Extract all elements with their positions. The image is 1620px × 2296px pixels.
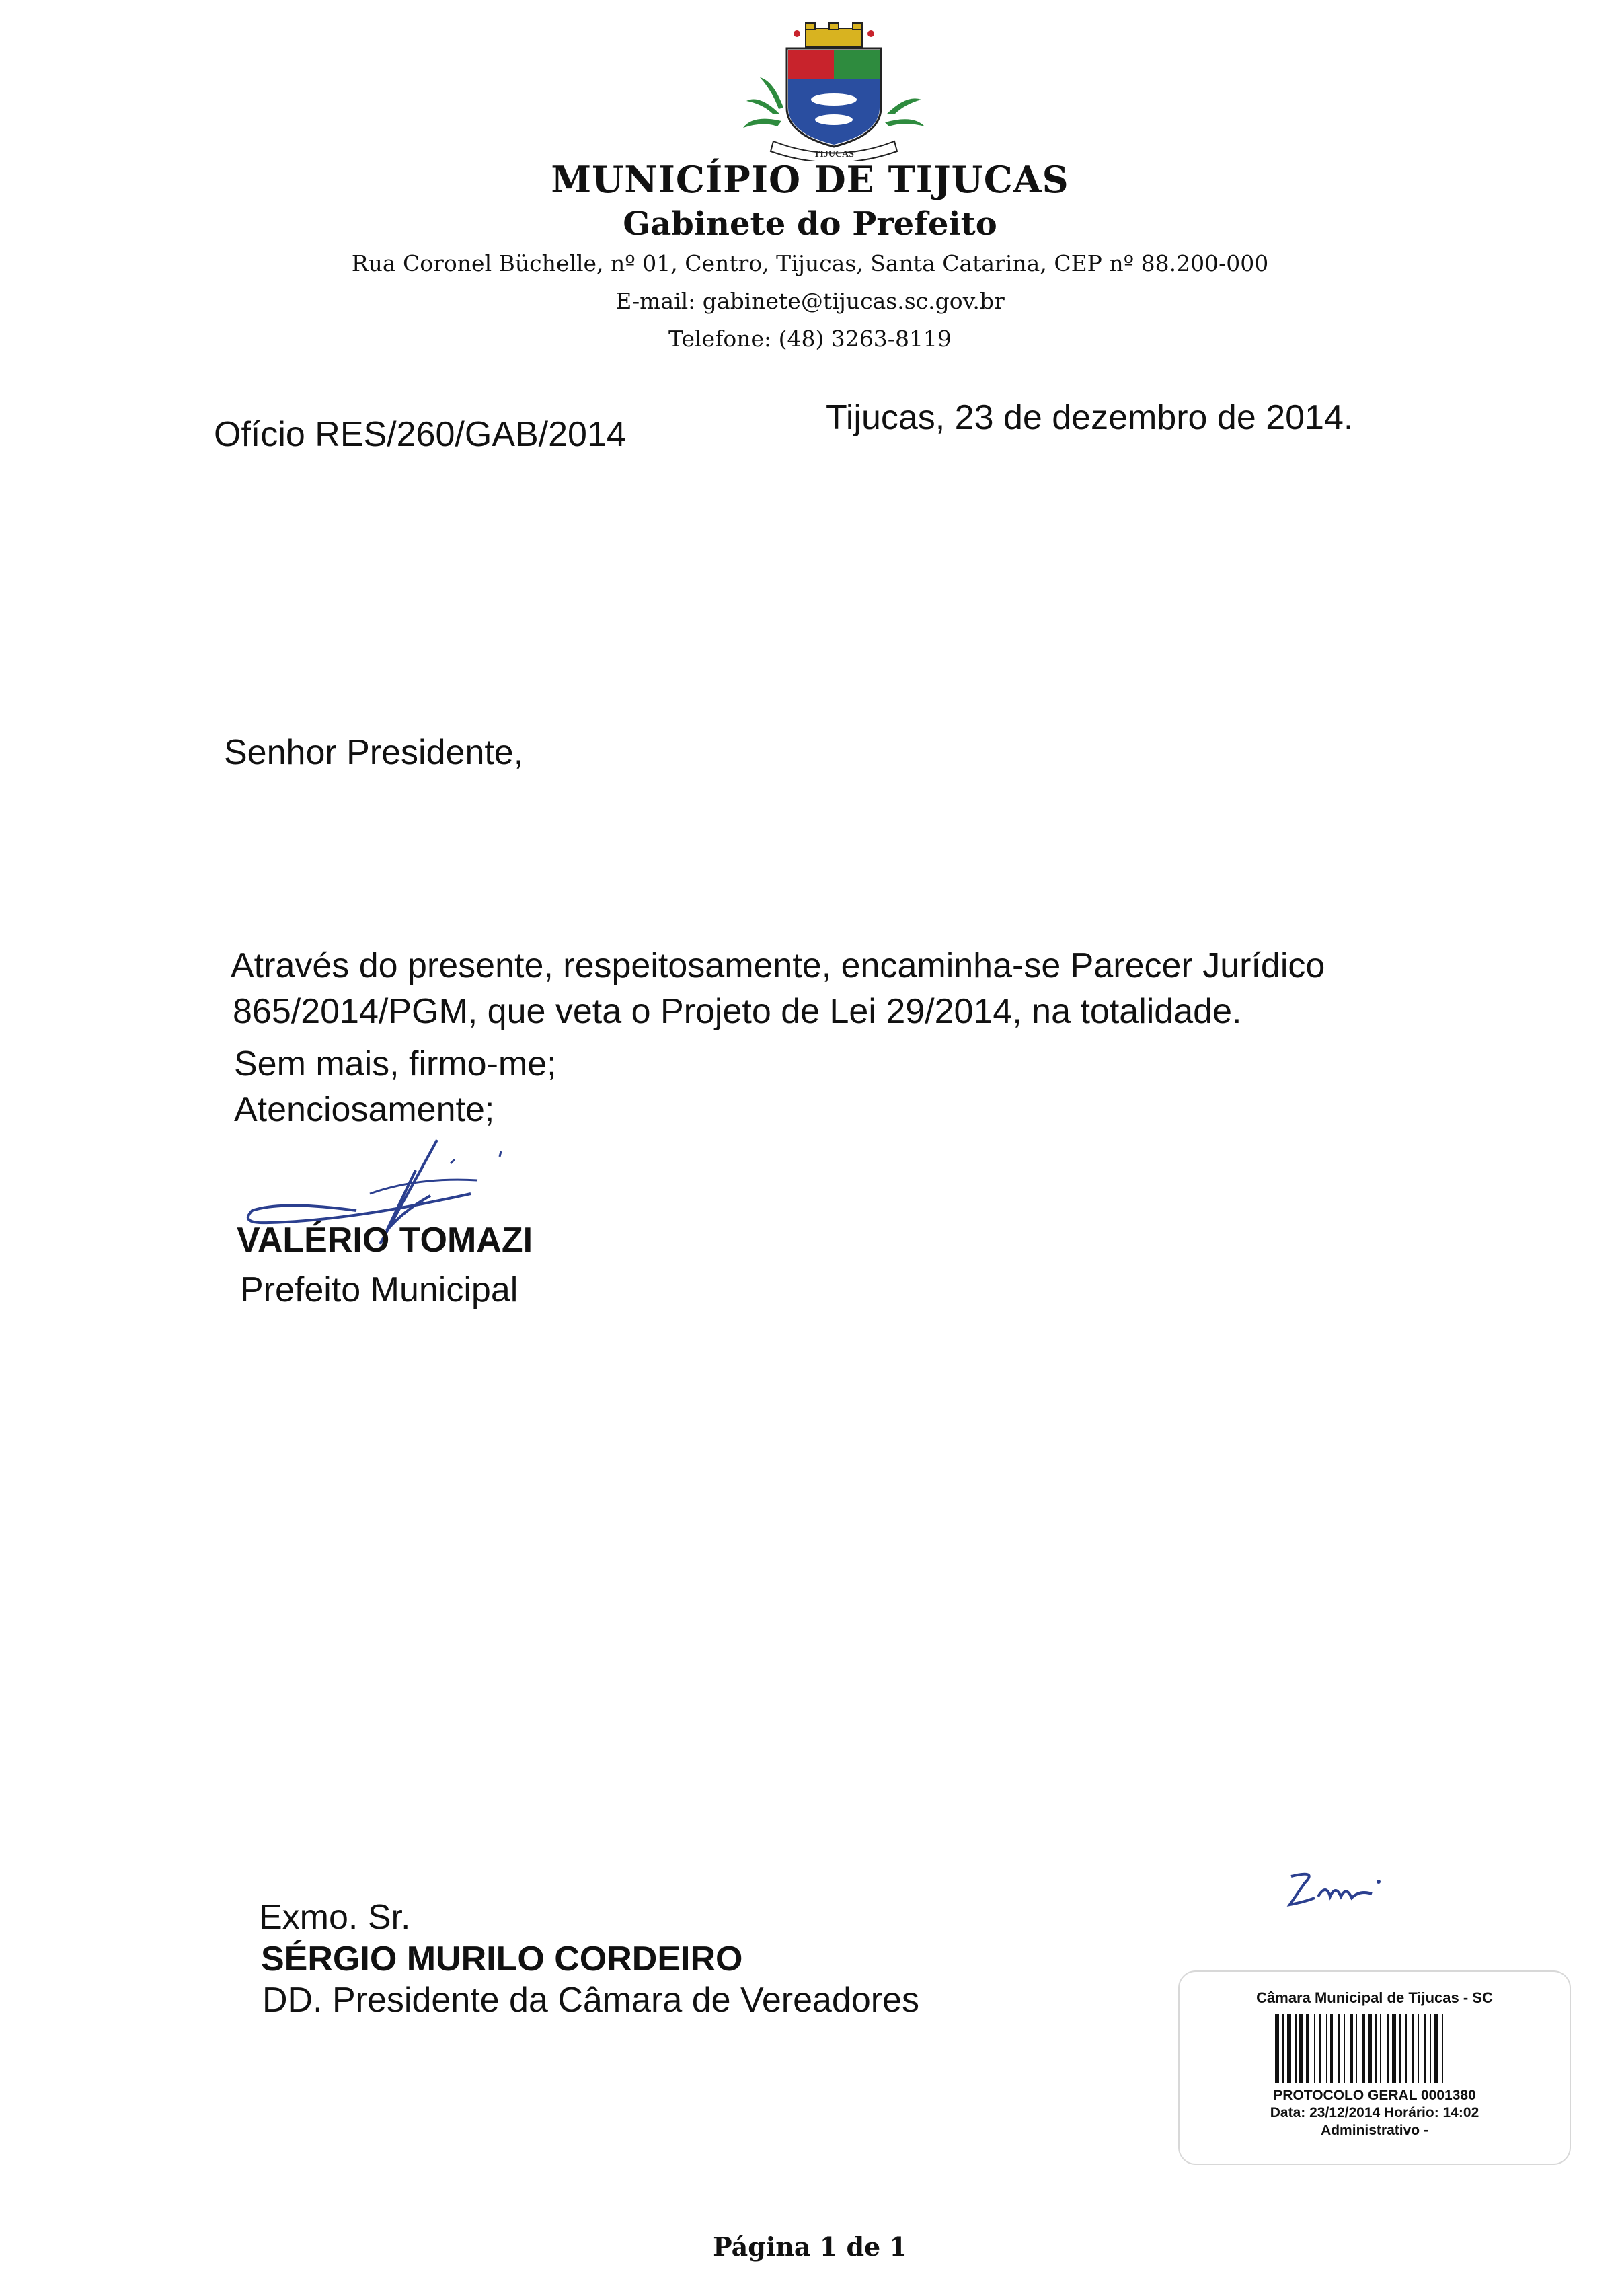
municipal-crest-icon (733, 13, 935, 161)
handwritten-initial (1278, 1863, 1405, 1923)
signatory-name: VALÉRIO TOMAZI (237, 1221, 533, 1260)
recipient-title: DD. Presidente da Câmara de Vereadores (262, 1981, 919, 2020)
municipality-name: MUNICÍPIO DE TIJUCAS (551, 158, 1069, 201)
protocol-stamp (1178, 1970, 1571, 2165)
stamp-datetime: Data: 23/12/2014 Horário: 14:02 (1270, 2105, 1479, 2120)
body-line: 865/2014/PGM, que veta o Projeto de Lei 29/2014, na totalidade. (233, 992, 1242, 1031)
page-number: Página 1 de 1 (713, 2231, 907, 2262)
recipient-salutation: Exmo. Sr. (259, 1898, 411, 1937)
barcode-icon (1272, 2014, 1488, 2083)
recipient-name: SÉRGIO MURILO CORDEIRO (261, 1940, 743, 1979)
office-email: E-mail: gabinete@tijucas.sc.gov.br (615, 288, 1005, 314)
office-name: Gabinete do Prefeito (623, 205, 997, 243)
body-line: Através do presente, respeitosamente, encaminha-se Parecer Jurídico (231, 946, 1325, 985)
office-phone: Telefone: (48) 3263-8119 (668, 326, 952, 352)
stamp-institution: Câmara Municipal de Tijucas - SC (1256, 1989, 1493, 2006)
stamp-department: Administrativo - (1321, 2122, 1428, 2138)
office-address: Rua Coronel Büchelle, nº 01, Centro, Tijucas, Santa Catarina, CEP nº 88.200-000 (351, 250, 1269, 276)
document-date: Tijucas, 23 de dezembro de 2014. (826, 398, 1354, 437)
body-line: Atenciosamente; (234, 1090, 495, 1129)
signatory-title: Prefeito Municipal (240, 1270, 518, 1309)
crest-label: TIJUCAS (814, 149, 854, 159)
stamp-protocol-number: PROTOCOLO GERAL 0001380 (1273, 2088, 1476, 2103)
body-line: Sem mais, firmo-me; (234, 1044, 557, 1083)
document-reference: Ofício RES/260/GAB/2014 (214, 415, 626, 454)
salutation: Senhor Presidente, (224, 733, 524, 772)
